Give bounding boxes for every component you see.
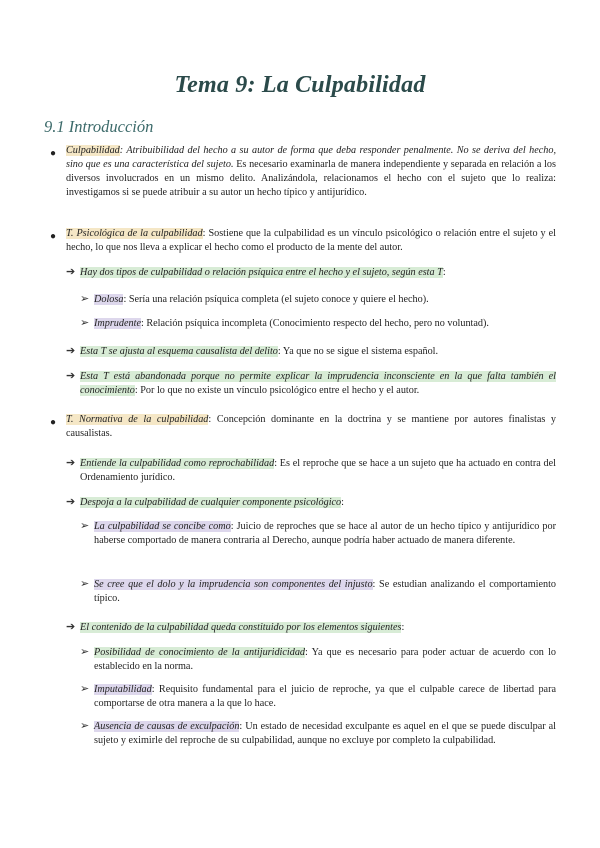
paragraph-t-psicologica: T. Psicológica de la culpabilidad: Sostiene que la culpabilidad es un vínculo psicológico o relación entre el sujeto y el hecho, lo que nos lleva a explicar el hecho como el producto de la mente del autor. xyxy=(66,228,556,253)
arrow-icon: ➔ xyxy=(66,457,76,469)
paragraph-t-normativa: T. Normativa de la culpabilidad: Concepción dominante en la doctrina y se mantiene por autores finalistas y causalistas. xyxy=(66,414,556,439)
arrow-icon: ➔ xyxy=(66,621,76,633)
paragraph-culpabilidad: Culpabilidad: Atribuibilidad del hecho a su autor de forma que deba responder penalmente. No se deriva del hecho, sino que es una característica del sujeto. Es necesario examinarla de manera independiente y separada en relación a los diversos involucrados en un mismo delito. Analizándola, relacionamos el hecho con el sujeto que lo realiza: investigamos si se puede atribuir a su autor un hecho típico y antijurídico. xyxy=(66,145,556,198)
sub-arrow-icon: ➢ xyxy=(80,520,90,532)
term-t-normativa: T. Normativa de la culpabilidad xyxy=(66,414,209,425)
term-t-psicologica: T. Psicológica de la culpabilidad xyxy=(66,228,203,239)
term-culpabilidad: Culpabilidad xyxy=(66,145,120,156)
sub-arrow-icon: ➢ xyxy=(80,317,90,329)
item-ausencia: Ausencia de causas de exculpación: Un estado de necesidad exculpante es aquel en el que se puede disculpar al sujeto y eximirle del reproche de su culpabilidad, aunque no excluye por completo la culpabilidad. xyxy=(94,721,556,746)
bullet-icon: ● xyxy=(50,148,57,159)
arrow-icon: ➔ xyxy=(66,496,76,508)
item-dos-tipos: Hay dos tipos de culpabilidad o relación psíquica entre el hecho y el sujeto, según esta T: xyxy=(80,267,446,278)
item-dolo-imprudencia: Se cree que el dolo y la imprudencia son componentes del injusto: Se estudian analizando el comportamiento típico. xyxy=(94,579,556,604)
arrow-icon: ➔ xyxy=(66,266,76,278)
bullet-icon: ● xyxy=(50,417,57,428)
item-reprochabilidad: Entiende la culpabilidad como reprochabilidad: Es el reproche que se hace a un sujeto que ha actuado en contra del Ordenamiento jurídico. xyxy=(80,458,557,483)
section-heading: 9.1 Introducción xyxy=(44,117,154,136)
item-esquema-causalista: Esta T se ajusta al esquema causalista del delito: Ya que no se sigue el sistema español. xyxy=(80,346,439,357)
arrow-icon: ➔ xyxy=(66,345,76,357)
sub-arrow-icon: ➢ xyxy=(80,683,90,695)
sub-arrow-icon: ➢ xyxy=(80,293,90,305)
bullet-icon: ● xyxy=(50,231,57,242)
page-title: Tema 9: La Culpabilidad xyxy=(174,72,426,98)
item-dolosa: Dolosa: Sería una relación psíquica completa (el sujeto conoce y quiere el hecho). xyxy=(94,294,429,305)
sub-arrow-icon: ➢ xyxy=(80,720,90,732)
item-se-concibe: La culpabilidad se concibe como: Juicio de reproches que se hace al autor de un hecho típico y antijurídico por haberse comportado de manera contraria al Derecho, aunque podría haber actuado de manera diferente. xyxy=(94,521,556,546)
sub-arrow-icon: ➢ xyxy=(80,646,90,658)
item-imprudente: Imprudente: Relación psíquica incompleta (Conocimiento respecto del hecho, pero no voluntad). xyxy=(94,318,489,329)
item-despoja: Despoja a la culpabilidad de cualquier componente psicológico: xyxy=(80,497,344,508)
item-imputabilidad: Imputabilidad: Requisito fundamental para el juicio de reproche, ya que el culpable carece de libertad para comportarse de otra manera a la que lo hace. xyxy=(94,684,556,709)
item-posibilidad: Posibilidad de conocimiento de la antijuridicidad: Ya que es necesario para poder actuar de acuerdo con lo establecido en la norma. xyxy=(94,647,556,672)
item-contenido: El contenido de la culpabilidad queda constituido por los elementos siguientes: xyxy=(80,622,405,633)
sub-arrow-icon: ➢ xyxy=(80,578,90,590)
arrow-icon: ➔ xyxy=(66,370,76,382)
item-abandonada: Esta T está abandonada porque no permite explicar la imprudencia inconsciente en la que falta también el conocimiento: Por lo que no existe un vínculo psicológico entre el hecho y el autor. xyxy=(80,371,556,396)
